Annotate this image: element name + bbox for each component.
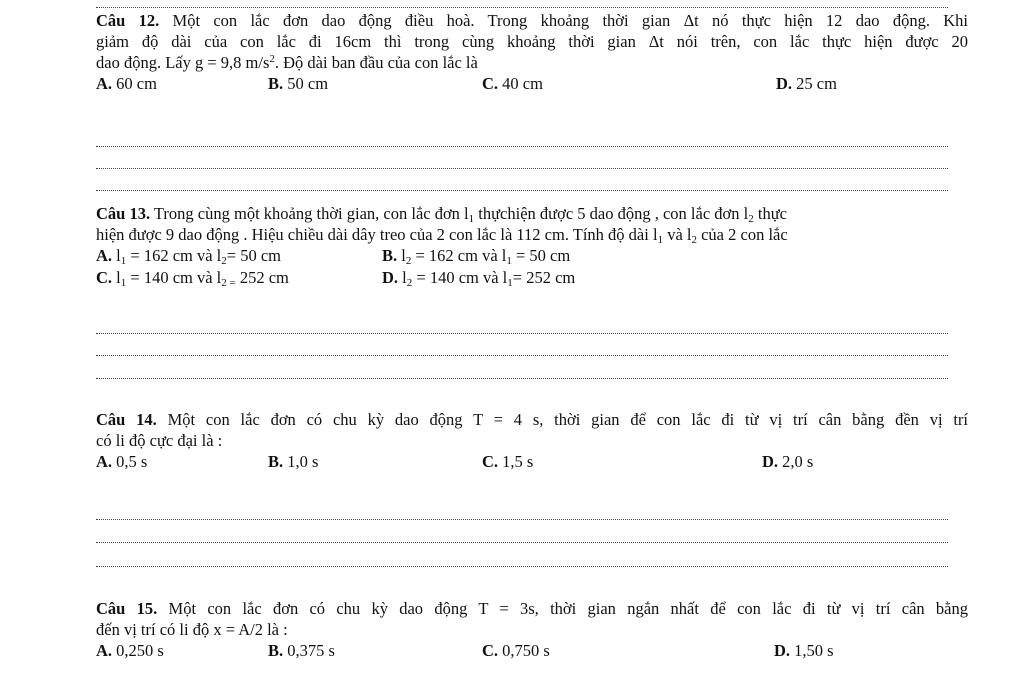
answer-line [96, 542, 948, 543]
option-b: B. 1,0 s [268, 452, 319, 471]
question-13-line-2: hiện được 9 dao động . Hiệu chiều dài dây treo của 2 con lắc là 112 cm. Tính độ dài $l_1$ và $l_2$ của 2 con lắc [96, 225, 788, 246]
question-14-options [96, 451, 968, 473]
answer-line [96, 333, 948, 334]
question-13-number: Câu 13. [96, 204, 151, 223]
question-15 [96, 598, 968, 662]
question-13-options-row-2 [96, 267, 968, 289]
option-b: B. $l_2 = 162$ cm và $l_1 = 50$ cm [382, 246, 571, 267]
option-b: B. 50 cm [268, 74, 329, 93]
answer-line [96, 190, 948, 191]
option-a: A. $l_1 = 162$ cm và $l_2= 50$ cm [96, 246, 281, 267]
option-c: C. 1,5 s [482, 452, 534, 471]
answer-line [96, 168, 948, 169]
option-c: C. $l_1 = 140$ cm và $l_{2 =}$ 252 cm [96, 268, 289, 289]
option-d: D. $l_2 = 140$ cm và $l_1= 252$ cm [382, 268, 576, 289]
option-d: D. 2,0 s [762, 452, 814, 471]
question-12-number: Câu 12. [96, 11, 160, 30]
question-14 [96, 409, 968, 473]
option-a: A. 0,250 s [96, 641, 164, 660]
question-15-number: Câu 15. [96, 599, 158, 618]
question-12-line-3: dao động. Lấy g = 9,8 $m/s^2$. Độ dài ban đầu của con lắc là [96, 53, 478, 72]
question-14-number: Câu 14. [96, 410, 157, 429]
question-14-line-1: Câu 14. Một con lắc đơn có chu kỳ dao động T = 4 s, thời gian để con lắc đi từ vị trí cân bằng đền vị trí [96, 410, 969, 429]
question-12-options [96, 73, 968, 95]
question-15-line-2: đến vị trí có li độ x = A/2 là : [96, 620, 288, 639]
question-12 [96, 10, 968, 95]
question-13-options-row-1 [96, 245, 968, 267]
question-15-line-1: Câu 15. Một con lắc đơn có chu kỳ dao động T = 3s, thời gian ngắn nhất để con lắc đi từ vị trí cân bằng [96, 599, 968, 618]
question-12-line-2: giảm độ dài của con lắc đi 16cm thì trong cùng khoảng thời gian Δt nói trên, con lắc thực hiện được 20 [96, 32, 968, 51]
option-c: C. 40 cm [482, 74, 543, 93]
option-a: A. 60 cm [96, 74, 157, 93]
question-14-line-2: có li độ cực đại là : [96, 431, 223, 450]
answer-line [96, 519, 948, 520]
question-13-line-1: Câu 13. Trong cùng một khoảng thời gian, con lắc đơn $l_1$ thựchiện được 5 dao động , con lắc đơn $l_2$ thực [96, 204, 787, 225]
answer-line [96, 378, 948, 379]
question-13 [96, 203, 968, 289]
answer-line [96, 7, 948, 8]
answer-line [96, 146, 948, 147]
question-12-line-1: Câu 12. Một con lắc đơn dao động điều hoà. Trong khoảng thời gian Δt nó thực hiện 12 dao động. Khi [96, 11, 969, 30]
answer-line [96, 566, 948, 567]
option-b: B. 0,375 s [268, 641, 335, 660]
answer-line [96, 355, 948, 356]
option-a: A. 0,5 s [96, 452, 148, 471]
option-d: D. 25 cm [776, 74, 837, 93]
option-c: C. 0,750 s [482, 641, 550, 660]
option-d: D. 1,50 s [774, 641, 834, 660]
question-15-options [96, 640, 968, 662]
